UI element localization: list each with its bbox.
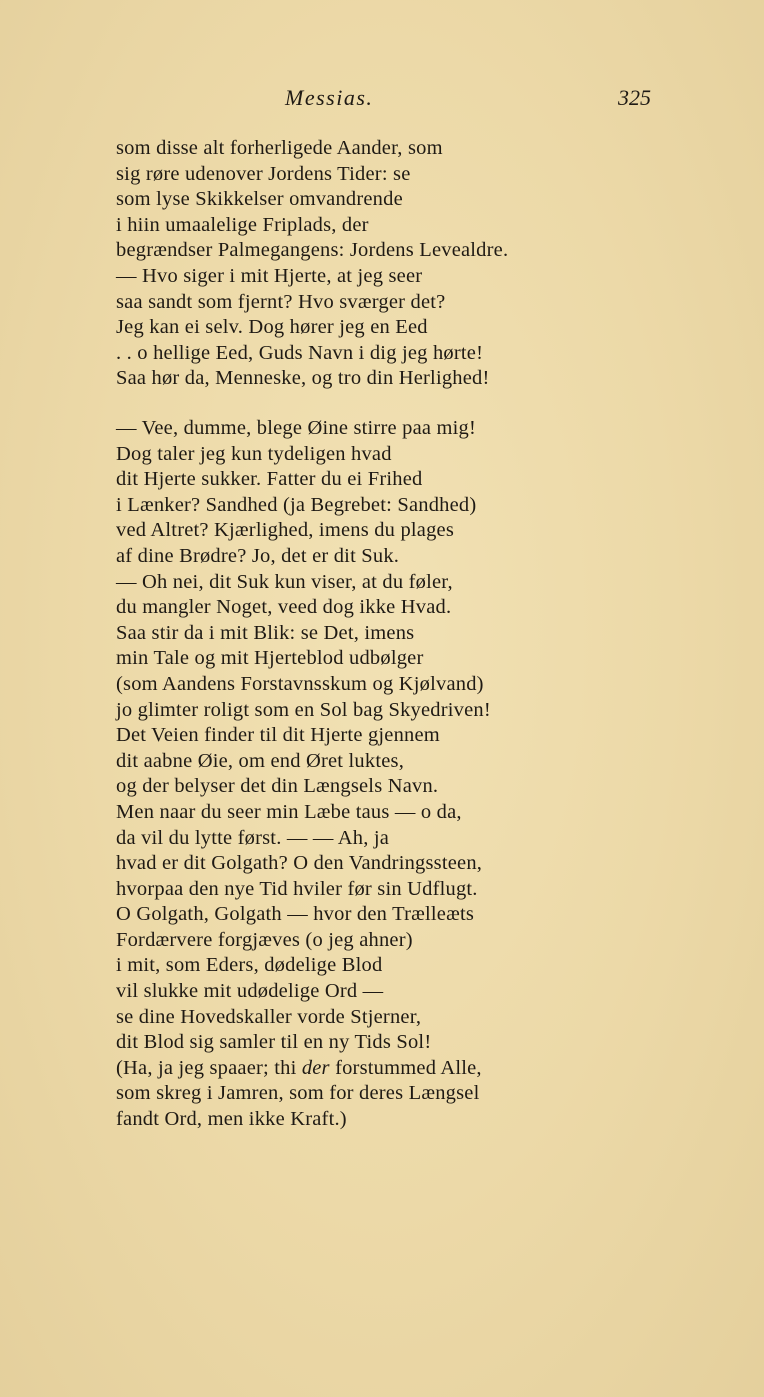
verse-line: ved Altret? Kjærlighed, imens du plages [116, 519, 455, 542]
verse-line: — Hvo siger i mit Hjerte, at jeg seer [116, 264, 423, 287]
running-title: Messias. [285, 85, 374, 110]
verse-line: . . o hellige Eed, Guds Navn i dig jeg hørte! [116, 341, 484, 364]
verse-line: jo glimter roligt som en Sol bag Skyedriven! [116, 698, 491, 721]
verse-line: da vil du lytte først. — — Ah, ja [116, 826, 390, 849]
verse-line: Jeg kan ei selv. Dog hører jeg en Eed [116, 316, 428, 339]
verse-line: af dine Brødre? Jo, det er dit Suk. [116, 544, 400, 567]
verse-line: i hiin umaalelige Friplads, der [116, 213, 369, 236]
verse-line: i mit, som Eders, dødelige Blod [116, 954, 383, 977]
verse-line: og der belyser det din Længsels Navn. [116, 775, 439, 798]
verse-line: dit aabne Øie, om end Øret luktes, [116, 749, 405, 772]
emphasized-word: der [301, 1056, 330, 1079]
verse-line: min Tale og mit Hjerteblod udbølger [116, 647, 424, 670]
verse-line: i Lænker? Sandhed (ja Begrebet: Sandhed) [116, 493, 477, 516]
verse-line: dit Blod sig samler til en ny Tids Sol! [116, 1031, 432, 1054]
verse-line: Saa stir da i mit Blik: se Det, imens [116, 621, 415, 644]
verse-line: som lyse Skikkelser omvandrende [116, 188, 403, 211]
page-number: 325 [618, 85, 651, 110]
verse-line: O Golgath, Golgath — hvor den Trælleæts [116, 903, 475, 926]
page-header [0, 82, 764, 114]
verse-line: fandt Ord, men ikke Kraft.) [116, 1108, 347, 1131]
verse-line: hvorpaa den nye Tid hviler før sin Udflugt. [116, 877, 478, 900]
verse-line: som skreg i Jamren, som for deres Længsel [116, 1082, 480, 1105]
verse-line: Det Veien finder til dit Hjerte gjennem [116, 724, 440, 747]
verse-line: som disse alt forherligede Aander, som [116, 137, 443, 159]
verse-line: saa sandt som fjernt? Hvo sværger det? [116, 290, 446, 313]
verse-line: Saa hør da, Menneske, og tro din Herlighed! [116, 367, 490, 390]
verse-line: dit Hjerte sukker. Fatter du ei Frihed [116, 468, 423, 491]
verse-line: (som Aandens Forstavnsskum og Kjølvand) [116, 672, 484, 695]
verse-line: Men naar du seer min Læbe taus — o da, [116, 800, 462, 823]
verse-line: du mangler Noget, veed dog ikke Hvad. [116, 596, 452, 619]
verse-line: — Vee, dumme, blege Øine stirre paa mig! [116, 417, 477, 439]
verse-line: Fordærvere forgjæves (o jeg ahner) [116, 928, 413, 951]
verse-line-end: forstummed Alle, [329, 1056, 482, 1079]
stanza-1 [116, 136, 716, 392]
verse-line-start: (Ha, ja jeg spaaer; thi [116, 1056, 302, 1079]
verse-line: hvad er dit Golgath? O den Vandringssteen, [116, 852, 483, 875]
verse-line: se dine Hovedskaller vorde Stjerner, [116, 1005, 422, 1028]
verse-line: sig røre udenover Jordens Tider: se [116, 162, 411, 185]
stanza-2 [116, 416, 716, 1133]
verse-line: vil slukke mit udødelige Ord — [116, 980, 384, 1003]
verse-line: begrænds​er Palmegangens: Jordens Levealdre. [116, 239, 509, 262]
verse-line [116, 1056, 716, 1082]
verse-line: Dog taler jeg kun tydeligen hvad [116, 442, 392, 465]
verse-line: — Oh nei, dit Suk kun viser, at du føler, [116, 570, 453, 593]
